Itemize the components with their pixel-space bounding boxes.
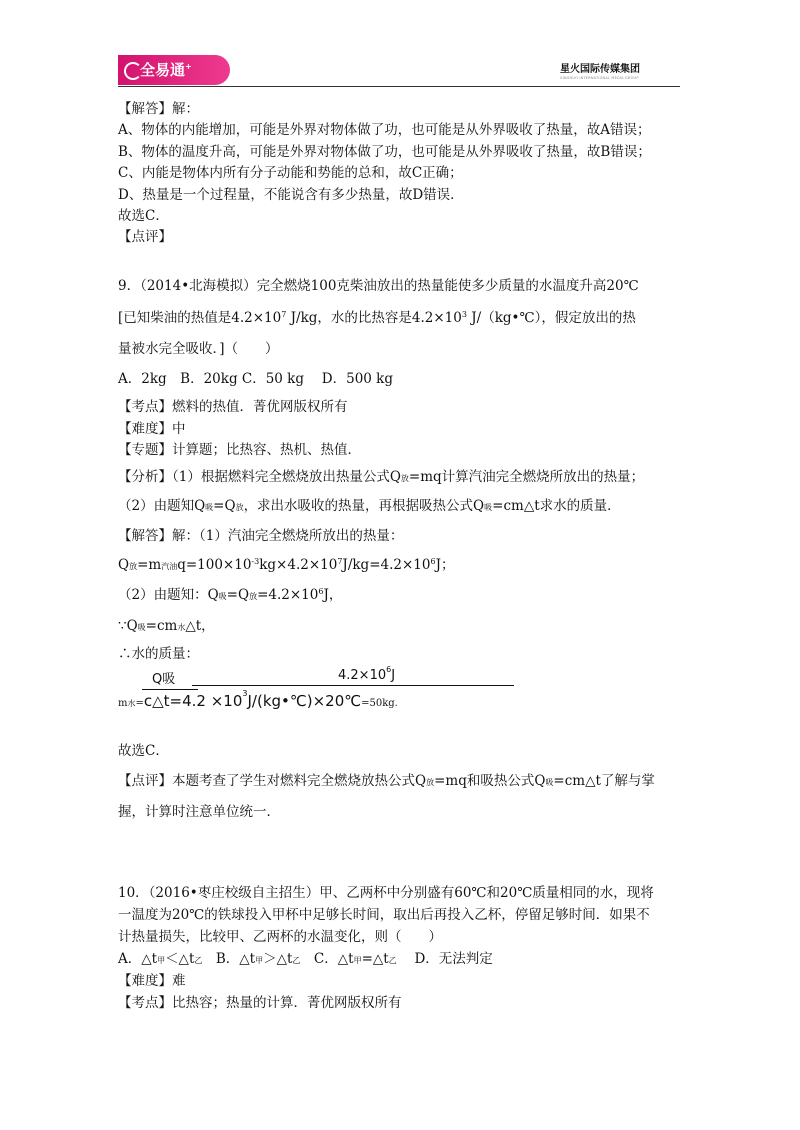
q9-fenxi-line1: 【分析】（1）根据燃料完全燃烧放出热量公式Q放=mq计算汽油完全燃烧所放出的热量；	[118, 469, 645, 485]
formula-numerator-left: Q吸	[152, 672, 176, 687]
q9-kaodian: 【考点】燃料的热值．菁优网版权所有	[118, 399, 348, 415]
logo-text: 全易通	[140, 61, 186, 79]
q9-options: A．2kg B．20kg C．50 kg D．500 kg	[118, 371, 393, 387]
q9-nandu: 【难度】中	[118, 421, 186, 437]
q9-zhuanti: 【专题】计算题；比热容、热机、热值．	[118, 442, 361, 458]
q9-fenxi-line2: （2）由题知Q吸=Q放，求出水吸收的热量，再根据吸热公式Q吸=cm△t求水的质量．	[118, 498, 621, 514]
q9-calc-line2: （2）由题知：Q吸=Q放$=4.2\times 10^6J$，	[118, 587, 343, 603]
header-divider	[118, 86, 680, 87]
q10-options: A．△t甲＜△t乙 B．△t甲＞△t乙 C．△t甲=△t乙 D．无法判定	[118, 951, 493, 967]
q10-nandu: 【难度】难	[118, 973, 186, 989]
fraction-bar-left	[142, 689, 198, 690]
q9-stem-line3: 量被水完全吸收．]（ ）	[118, 341, 279, 357]
mass-formula	[118, 665, 518, 718]
q9-dianping-line2: 握，计算时注意单位统一．	[118, 804, 280, 820]
formula-denominator: m水=c△t=4.2 $\times 10^3J/(kg•℃)\times 20℃=50kg$.	[118, 689, 398, 710]
q9-choice: 故选C．	[118, 743, 169, 759]
q8-answer-tag: 【解答】解：	[118, 101, 199, 117]
q10-stem-line3: 计热量损失，比较甲、乙两杯的水温变化，则（ ）	[118, 929, 442, 945]
q9-dianping-line1: 【点评】本题考查了学生对燃料完全燃烧放热公式Q放=mq和吸热公式Q吸=cm△t了解与掌	[118, 773, 655, 789]
formula-numerator-right: $4.2\times 10^6J$	[338, 665, 396, 683]
q8-comment: 【点评】	[118, 229, 172, 245]
q8-option-c: C、内能是物体内所有分子动能和势能的总和，故C正确；	[118, 165, 463, 181]
brand-subtitle: XINGHUO INTERNATIONAL MEDIA GROUP	[560, 76, 639, 80]
logo-plus: +	[185, 62, 192, 71]
q8-choice: 故选C．	[118, 208, 169, 224]
q9-stem-line1: 9．（2014•北海模拟）完全燃烧100克柴油放出的热量能使多少质量的水温度升高20℃	[118, 278, 639, 294]
logo	[118, 55, 230, 85]
fraction-bar-right	[192, 685, 514, 686]
q9-stem-line2: [已知柴油的热值是$4.2\times 10^7$ J/kg，水的比热容是$4.2\times 10^3$ J/（kg•℃），假定放出的热	[118, 310, 636, 326]
q9-therefore: ∴水的质量：	[118, 646, 199, 662]
q9-calc-line1: Q放=m汽油$q=100\times 10^{-3}kg\times 4.2\times 10^7J/kg=4.2\times 10^6J$；	[118, 557, 455, 573]
q10-stem-line2: 一温度为20℃的铁球投入甲杯中足够长时间，取出后再投入乙杯，停留足够时间．如果不	[118, 907, 650, 923]
q9-because: ∵Q吸=cm水△t，	[118, 618, 215, 634]
q10-stem-line1: 10．（2016•枣庄校级自主招生）甲、乙两杯中分别盛有60℃和20℃质量相同的水，现将	[118, 885, 654, 901]
q10-kaodian: 【考点】比热容；热量的计算．菁优网版权所有	[118, 995, 402, 1011]
logo-swirl-icon	[124, 62, 142, 80]
q8-option-a: A、物体的内能增加，可能是外界对物体做了功，也可能是从外界吸收了热量，故A错误；	[118, 122, 651, 138]
brand	[560, 60, 640, 80]
q8-option-b: B、物体的温度升高，可能是外界对物体做了功，也可能是从外界吸收了热量，故B错误；	[118, 144, 651, 160]
q8-option-d: D、热量是一个过程量，不能说含有多少热量，故D错误．	[118, 187, 464, 203]
q9-jieda: 【解答】解：（1）汽油完全燃烧所放出的热量：	[118, 528, 404, 544]
brand-name: 星火国际传媒集团	[560, 64, 640, 75]
